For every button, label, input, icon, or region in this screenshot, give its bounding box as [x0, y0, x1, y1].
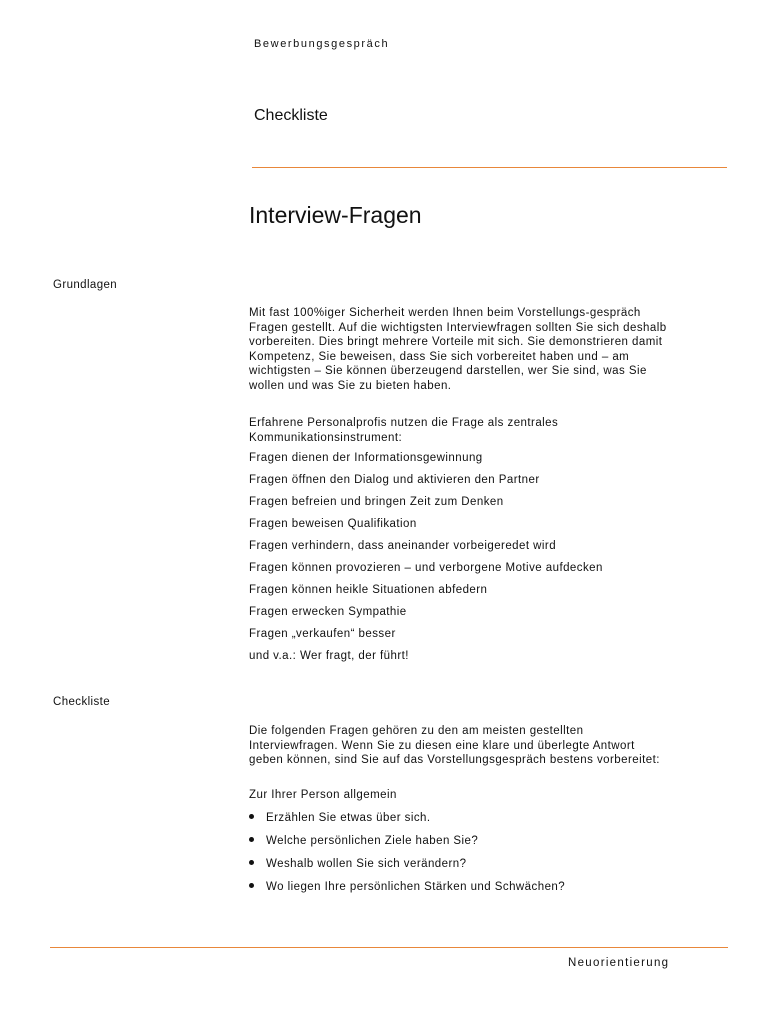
- list-item: Fragen können heikle Situationen abfedern: [249, 584, 488, 596]
- list-item: Fragen verhindern, dass aneinander vorbeigeredet wird: [249, 540, 557, 552]
- paragraph-text: Mit fast 100%iger Sicherheit werden Ihnen beim Vorstellungs-gespräch Fragen gestellt. Auf die wichtigsten Interviewfragen sollten Sie sich deshalb vorbereiten. Dies bringt mehrere Vorteile mit sich. Sie demonstrieren damit Kompetenz, Sie beweisen, dass Sie sich vorbereitet haben und – am wichtigsten – Sie können überzeugend darstellen, wer Sie sind, was Sie wollen und was Sie zu bieten haben.: [249, 307, 667, 392]
- section-label-grundlagen: Grundlagen: [53, 279, 118, 291]
- bullet-item: [249, 812, 431, 824]
- paragraph-text: Die folgenden Fragen gehören zu den am meisten gestellten Interviewfragen. Wenn Sie zu diesen eine klare und überlegte Antwort geben können, sind Sie auf das Vorstellungsgespräch bestens vorbereitet:: [249, 725, 660, 766]
- bullet-text: Weshalb wollen Sie sich verändern?: [266, 858, 467, 870]
- list-item: Fragen öffnen den Dialog und aktivieren den Partner: [249, 474, 540, 486]
- list-item: Fragen beweisen Qualifikation: [249, 518, 417, 530]
- list-item: Fragen befreien und bringen Zeit zum Denken: [249, 496, 504, 508]
- list-item: Fragen erwecken Sympathie: [249, 606, 407, 618]
- bullet-icon: [249, 883, 254, 888]
- footer-divider: [50, 947, 728, 948]
- list-item: Fragen „verkaufen“ besser: [249, 628, 396, 640]
- lead-paragraph: [249, 416, 669, 445]
- bullet-text: Welche persönlichen Ziele haben Sie?: [266, 835, 479, 847]
- bullet-text: Wo liegen Ihre persönlichen Stärken und Schwächen?: [266, 881, 566, 893]
- bullet-icon: [249, 837, 254, 842]
- page-title: Interview-Fragen: [249, 202, 422, 228]
- list-item: Fragen können provozieren – und verborgene Motive aufdecken: [249, 562, 603, 574]
- list-item: Fragen dienen der Informationsgewinnung: [249, 452, 483, 464]
- header-kicker: Bewerbungsgespräch: [254, 38, 390, 50]
- intro-paragraph: [249, 306, 669, 393]
- section-label-checkliste: Checkliste: [53, 696, 111, 708]
- bullet-item: [249, 881, 565, 893]
- footer-label: Neuorientierung: [568, 957, 670, 969]
- checklist-intro-paragraph: [249, 724, 669, 768]
- bullet-icon: [249, 860, 254, 865]
- bullet-item: [249, 858, 466, 870]
- bullet-item: [249, 835, 478, 847]
- checklist-subheading: Zur Ihrer Person allgemein: [249, 789, 397, 801]
- bullet-icon: [249, 814, 254, 819]
- header-divider: [252, 167, 727, 168]
- header-subtitle: Checkliste: [254, 107, 328, 124]
- bullet-text: Erzählen Sie etwas über sich.: [266, 812, 431, 824]
- list-item: und v.a.: Wer fragt, der führt!: [249, 650, 409, 662]
- paragraph-text: Erfahrene Personalprofis nutzen die Frage als zentrales Kommunikationsinstrument:: [249, 417, 559, 444]
